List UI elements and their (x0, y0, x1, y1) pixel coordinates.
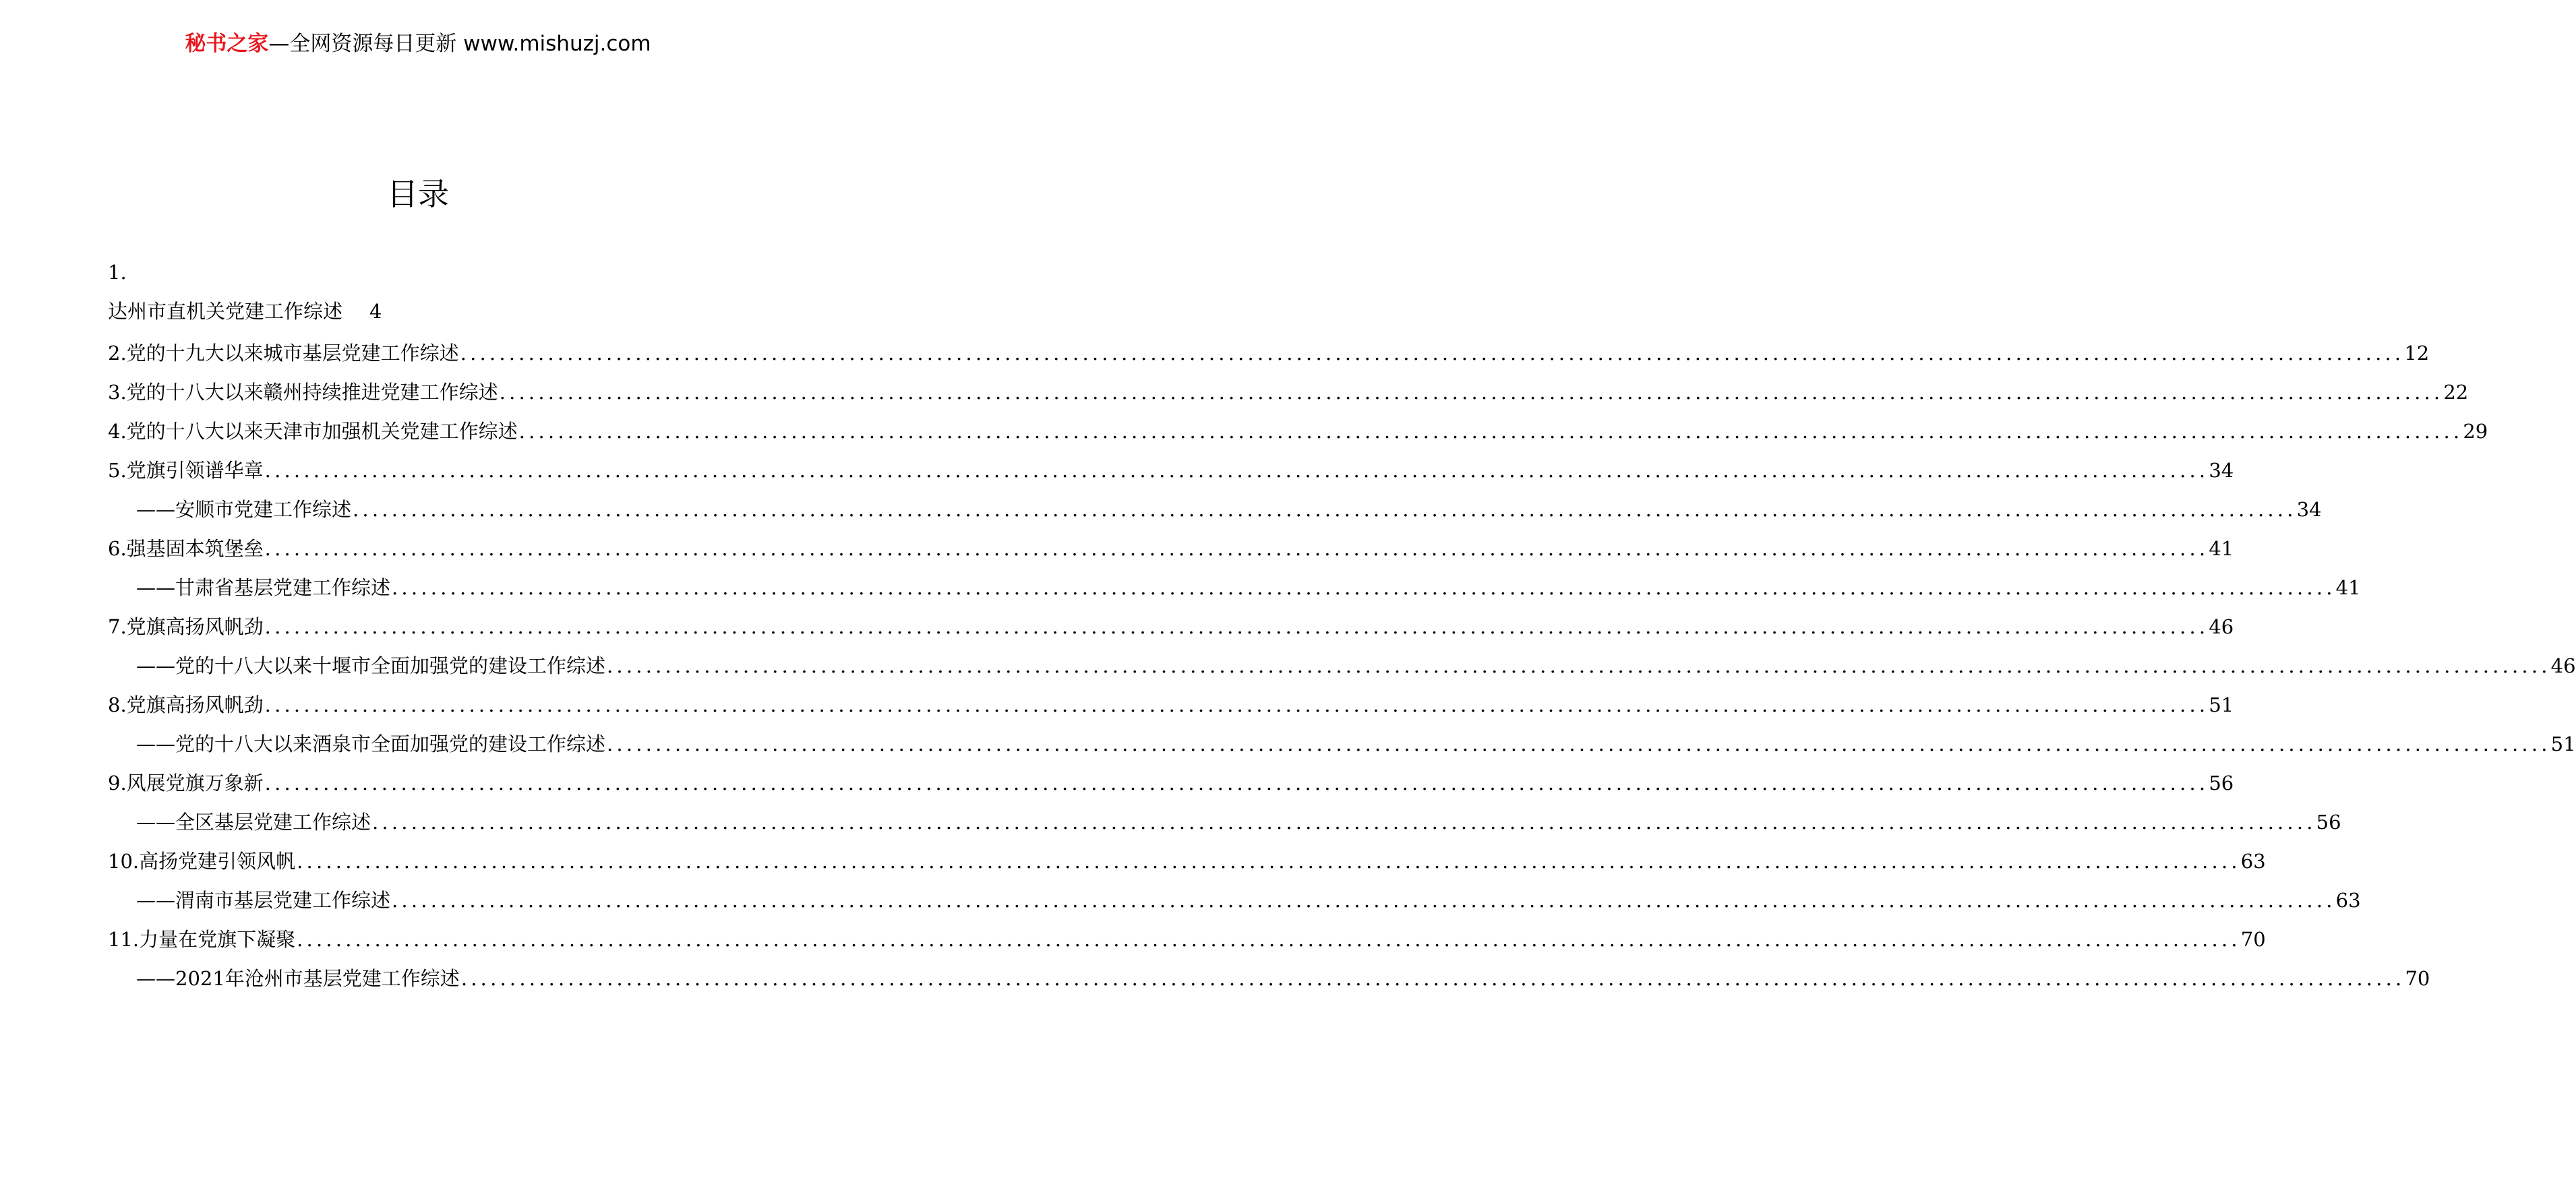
dot-leader: ........................................................................................................................................................................................................ (372, 811, 2316, 834)
toc-entry-page: 63 (2240, 850, 2266, 873)
toc-entry[interactable] (108, 842, 2266, 875)
toc-entry-title: ——党的十八大以来酒泉市全面加强党的建设工作综述 (136, 733, 606, 755)
dot-leader: ........................................................................................................................................................................................................ (264, 772, 2209, 795)
toc-entry-title: ——党的十八大以来十堰市全面加强党的建设工作综述 (136, 654, 606, 677)
toc-entry-title: 3.党的十八大以来赣州持续推进党建工作综述 (108, 381, 498, 404)
toc-entry[interactable] (108, 921, 2266, 953)
toc-entry[interactable] (108, 452, 2234, 484)
toc-entry-title: 达州市直机关党建工作综述 (108, 300, 343, 323)
toc-entry-title: ——渭南市基层党建工作综述 (136, 889, 391, 912)
toc-entry[interactable] (108, 764, 2234, 797)
toc-entry-page: 41 (2335, 576, 2361, 599)
dot-leader: ........................................................................................................................................................................................................ (264, 459, 2209, 482)
dot-leader: ........................................................................................................................................................................................................ (460, 967, 2405, 990)
toc-entry-page: 46 (2209, 615, 2234, 638)
toc-entry-page: 34 (2209, 459, 2234, 482)
toc-entry-page: 51 (2550, 733, 2576, 755)
toc-subentry[interactable] (136, 725, 2576, 757)
toc-subentry[interactable] (136, 647, 2576, 679)
toc-entry-title: ——甘肃省基层党建工作综述 (136, 576, 391, 599)
toc-entry-page: 29 (2463, 420, 2488, 443)
toc-entry-page: 56 (2316, 811, 2341, 834)
toc-subentry[interactable] (136, 881, 2361, 914)
toc-entry[interactable] (108, 686, 2234, 718)
dot-leader: ........................................................................................................................................................................................................ (297, 850, 2241, 873)
dot-leader: ........................................................................................................................................................................................................ (264, 615, 2209, 638)
toc-entry-title: 11.力量在党旗下凝聚 (108, 928, 296, 951)
dot-leader: ........................................................................................................................................................................................................ (607, 733, 2551, 755)
brand-name: 秘书之家 (185, 32, 269, 56)
toc-entry-title: 5.党旗引领谱华章 (108, 459, 264, 482)
toc-entry-page: 46 (2550, 654, 2576, 677)
header-tagline: —全网资源每日更新 www.mishuzj.com (268, 32, 651, 56)
toc-entry-page: 4 (369, 300, 382, 323)
toc-entry-title: 9.风展党旗万象新 (108, 772, 264, 795)
dot-leader: ........................................................................................................................................................................................................ (264, 537, 2209, 560)
dot-leader: ........................................................................................................................................................................................................ (264, 693, 2209, 716)
toc-entry-page: 63 (2335, 889, 2361, 912)
toc-entry-title: 2.党的十九大以来城市基层党建工作综述 (108, 342, 459, 365)
toc-entry-page: 56 (2209, 772, 2234, 795)
toc-entry[interactable] (108, 334, 2430, 367)
toc-entry-title: ——2021年沧州市基层党建工作综述 (136, 967, 460, 990)
toc-entry-title: 6.强基固本筑堡垒 (108, 537, 264, 560)
toc-entry[interactable] (108, 530, 2234, 562)
toc-entry-1[interactable] (108, 295, 382, 328)
toc-entry-page: 70 (2240, 928, 2266, 951)
toc-entry[interactable] (108, 412, 2488, 445)
toc-entry-page: 34 (2296, 498, 2322, 521)
toc-entry-page: 70 (2405, 967, 2430, 990)
toc-entry-page: 41 (2209, 537, 2234, 560)
toc-subentry[interactable] (136, 960, 2430, 992)
toc-entry-1-number: 1. (108, 261, 127, 284)
toc-entry-page: 22 (2443, 381, 2469, 404)
toc-entry-page: 12 (2404, 342, 2430, 365)
dot-leader: ........................................................................................................................................................................................................ (392, 576, 2336, 599)
toc-entry-title: 7.党旗高扬风帆劲 (108, 615, 264, 638)
toc-entry-page: 51 (2209, 693, 2234, 716)
dot-leader: ........................................................................................................................................................................................................ (518, 420, 2463, 443)
toc-entry-title: ——全区基层党建工作综述 (136, 811, 371, 834)
page-title: 目录 (387, 176, 449, 212)
dot-leader: ........................................................................................................................................................................................................ (392, 889, 2336, 912)
toc-entry[interactable] (108, 373, 2469, 406)
toc-entry-title: 4.党的十八大以来天津市加强机关党建工作综述 (108, 420, 518, 443)
dot-leader: ........................................................................................................................................................................................................ (353, 498, 2297, 521)
toc-subentry[interactable] (136, 569, 2361, 601)
dot-leader: ........................................................................................................................................................................................................ (499, 381, 2444, 404)
toc-subentry[interactable] (136, 491, 2322, 523)
toc-entry-title: 10.高扬党建引领风帆 (108, 850, 296, 873)
toc-entry[interactable] (108, 608, 2234, 640)
dot-leader: ........................................................................................................................................................................................................ (460, 342, 2405, 365)
toc-subentry[interactable] (136, 803, 2341, 836)
dot-leader: ........................................................................................................................................................................................................ (607, 654, 2551, 677)
toc-entry-title: 8.党旗高扬风帆劲 (108, 693, 264, 716)
dot-leader: ........................................................................................................................................................................................................ (297, 928, 2241, 951)
toc-entry-title: ——安顺市党建工作综述 (136, 498, 352, 521)
